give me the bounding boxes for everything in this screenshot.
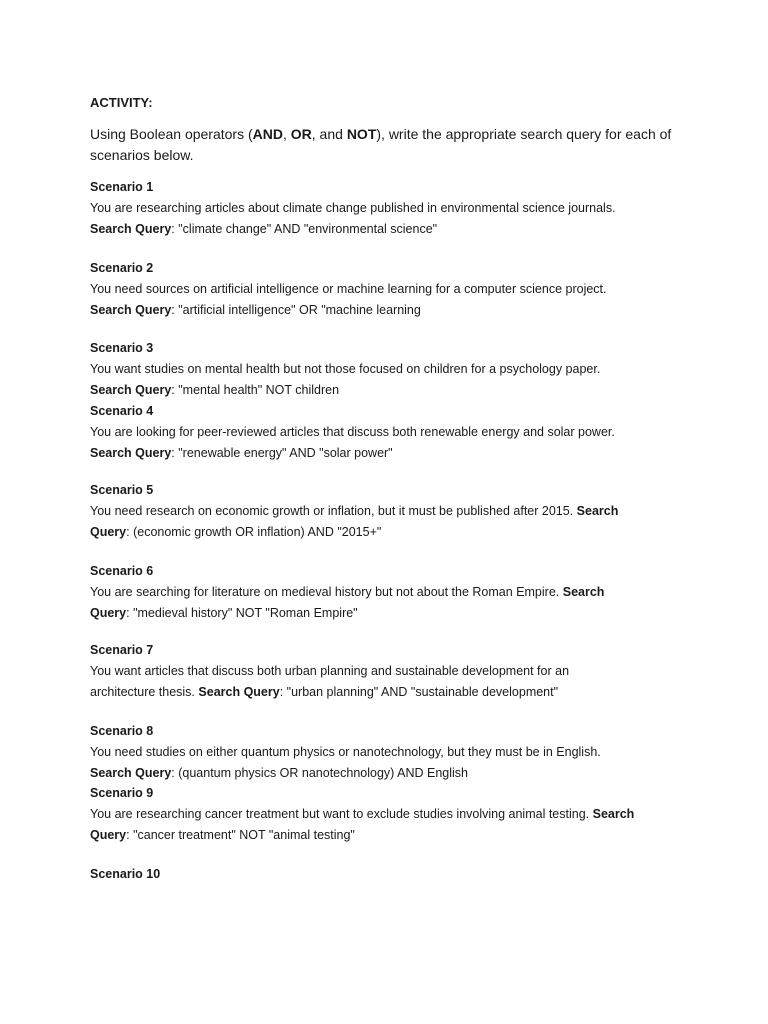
query-text: : "cancer treatment" NOT "animal testing": [126, 828, 355, 842]
scenario-1: [90, 177, 690, 240]
scenario-query: [90, 300, 690, 321]
scenario-description: You need studies on either quantum physics or nanotechnology, but they must be in English.: [90, 745, 601, 759]
query-label: Search Query: [90, 303, 172, 317]
activity-heading: ACTIVITY:: [90, 95, 153, 110]
scenario-query: [90, 219, 690, 240]
query-label-part1: Search: [562, 585, 605, 599]
query-label-part2: Query: [90, 606, 127, 620]
scenario-description: You are looking for peer-reviewed articles that discuss both renewable energy and solar power.: [90, 425, 615, 439]
scenario-query: architecture thesis. Search Query: "urban planning" AND "sustainable development": [90, 685, 559, 699]
operator-not: NOT: [346, 126, 377, 142]
scenario-title: Scenario 1: [90, 180, 154, 194]
scenario-title: Scenario 4: [90, 404, 154, 418]
scenario-7: [90, 640, 690, 703]
query-text: : "urban planning" AND "sustainable development": [279, 685, 559, 699]
intro-suffix: ), write the appropriate search query for each of scenarios below.: [90, 126, 672, 163]
query-text: : (quantum physics OR nanotechnology) AND English: [171, 766, 468, 780]
scenario-query: [90, 763, 690, 784]
scenario-title: Scenario 6: [90, 564, 154, 578]
query-text: : "mental health" NOT children: [171, 383, 340, 397]
scenario-title: Scenario 9: [90, 786, 154, 800]
scenario-6: [90, 561, 690, 624]
scenario-5: [90, 480, 690, 543]
scenario-query: [90, 443, 690, 464]
scenario-description: You need sources on artificial intelligence or machine learning for a computer science project.: [90, 282, 607, 296]
scenario-8: [90, 721, 690, 784]
scenario-9: [90, 783, 690, 846]
scenario-description: You want studies on mental health but not those focused on children for a psychology paper.: [90, 362, 601, 376]
scenario-title: Scenario 2: [90, 261, 154, 275]
scenario-description: You are researching cancer treatment but want to exclude studies involving animal testing. Search: [90, 807, 635, 821]
query-label: Search Query: [198, 685, 280, 699]
scenario-title: Scenario 7: [90, 643, 154, 657]
operator-or: OR: [290, 126, 312, 142]
intro-prefix: Using Boolean operators (: [90, 126, 253, 142]
query-label-part1: Search: [576, 504, 619, 518]
query-text: : "climate change" AND "environmental science": [171, 222, 438, 236]
scenario-title: Scenario 3: [90, 341, 154, 355]
query-text: : "renewable energy" AND "solar power": [171, 446, 393, 460]
query-label-part2: Query: [90, 525, 127, 539]
intro-sep1: ,: [283, 126, 291, 142]
intro-paragraph: [90, 124, 690, 166]
query-label: Search Query: [90, 446, 172, 460]
scenario-title: Scenario 5: [90, 483, 154, 497]
scenario-title: Scenario 10: [90, 867, 161, 881]
scenario-description: You need research on economic growth or inflation, but it must be published after 2015. Search: [90, 504, 619, 518]
scenario-2: [90, 258, 690, 321]
scenario-description: You are researching articles about climate change published in environmental science journals.: [90, 201, 616, 215]
scenario-4: [90, 401, 690, 464]
scenario-3: [90, 338, 690, 401]
scenario-title: Scenario 8: [90, 724, 154, 738]
query-label: Search Query: [90, 766, 172, 780]
scenario-description: You are searching for literature on medieval history but not about the Roman Empire. Search: [90, 585, 605, 599]
scenario-description: You want articles that discuss both urban planning and sustainable development for an: [90, 664, 570, 678]
intro-sep2: , and: [311, 126, 347, 142]
query-label-part1: Search: [592, 807, 635, 821]
query-text: : (economic growth OR inflation) AND "2015+": [126, 525, 382, 539]
scenario-query: [90, 380, 690, 401]
scenario-10: [90, 864, 690, 885]
operator-and: AND: [252, 126, 283, 142]
query-label: Search Query: [90, 383, 172, 397]
scenario-query: [90, 825, 690, 846]
query-text: : "artificial intelligence" OR "machine learning: [171, 303, 421, 317]
scenario-query: [90, 603, 690, 624]
query-label: Search Query: [90, 222, 172, 236]
scenario-query: [90, 522, 690, 543]
query-label-part2: Query: [90, 828, 127, 842]
query-text: : "medieval history" NOT "Roman Empire": [126, 606, 358, 620]
